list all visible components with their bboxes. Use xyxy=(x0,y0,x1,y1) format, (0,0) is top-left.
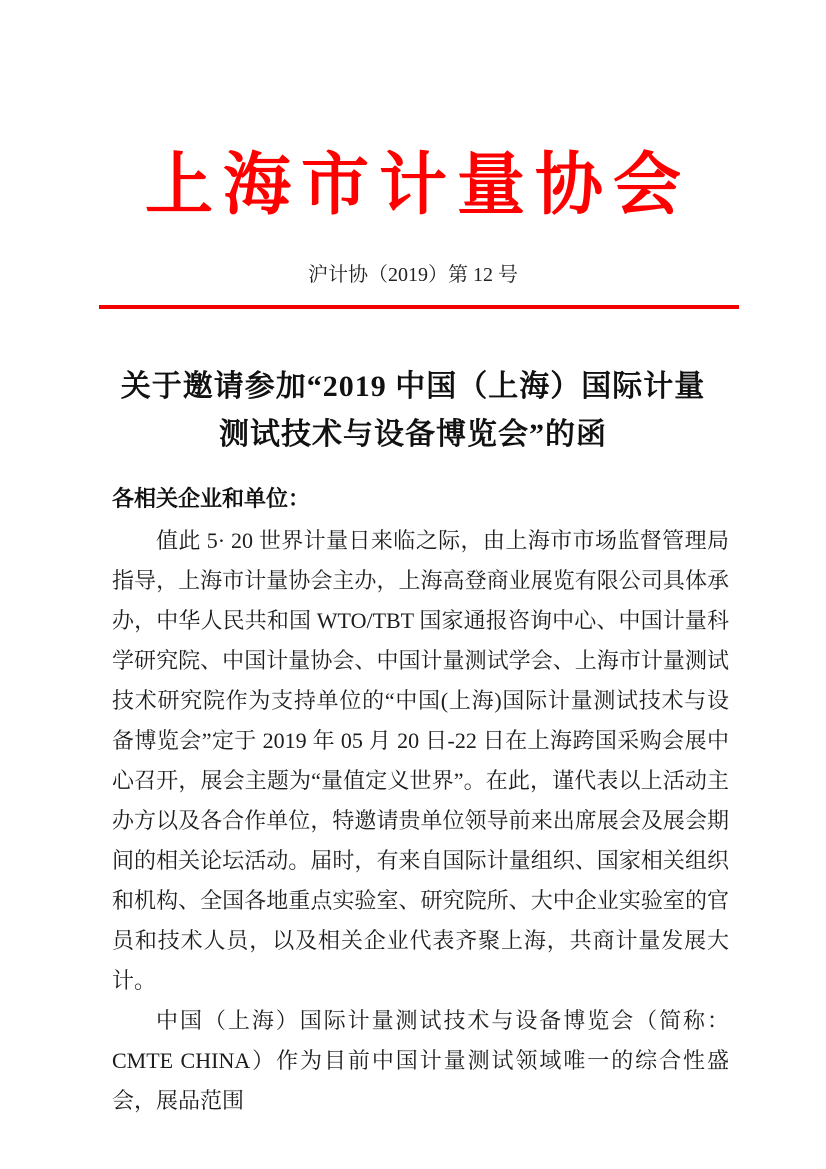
body-paragraph-2: 中国（上海）国际计量测试技术与设备博览会（简称：CMTE CHINA）作为目前中国计量测试领域唯一的综合性盛会，展品范围 xyxy=(112,1008,729,1113)
document-number: 沪计协（2019）第 12 号 xyxy=(308,264,518,286)
letterhead-org-title: 上海市计量协会 xyxy=(144,147,691,223)
letter-title-line1: 关于邀请参加“2019 中国（上海）国际计量 xyxy=(120,370,706,403)
letter-body xyxy=(112,521,729,1121)
letterhead-divider-rule xyxy=(99,305,739,309)
salutation: 各相关企业和单位： xyxy=(112,486,311,511)
letter-title-line2: 测试技术与设备博览会”的函 xyxy=(219,418,607,451)
letter-title xyxy=(60,363,766,459)
body-paragraph-1: 值此 5· 20 世界计量日来临之际，由上海市市场监督管理局指导，上海市计量协会主办，上海高登商业展览有限公司具体承办，中华人民共和国 WTO/TBT 国家通报咨询中心、中国计量科学研究院、中国计量协会、中国计量测试学会、上海市计量测试技术研究院作为支持单位的“中国(上海)国际计量测试技术与设备博览会”定于 2019 年 05 月 20 日-22 日在上海跨国采购会展中心召开，展会主题为“量值定义世界”。在此，谨代表以上活动主办方以及各合作单位，特邀请贵单位领导前来出席展会及展会期间的相关论坛活动。届时，有来自国际计量组织、国家相关组织和机构、全国各地重点实验室、研究院所、大中企业实验室的官员和技术人员，以及相关企业代表齐聚上海，共商计量发展大计。 xyxy=(112,528,729,993)
